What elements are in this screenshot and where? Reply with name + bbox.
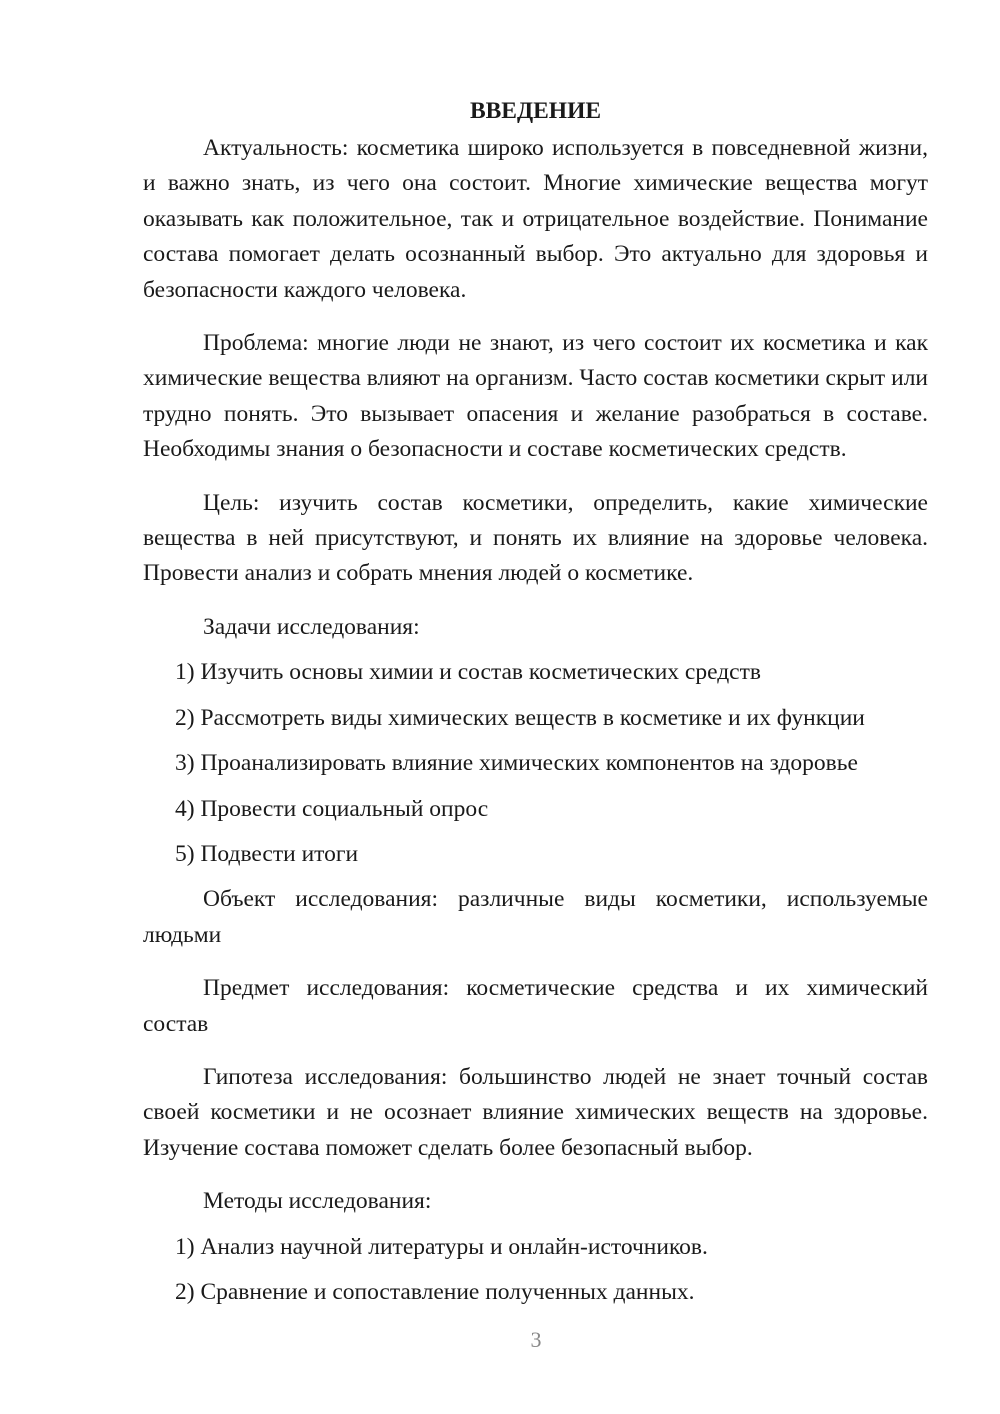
hypothesis-paragraph: Гипотеза исследования: большинство людей не знает точный состав своей косметики и не осознает влияние химических веществ на здоровье. Изучение состава поможет сделать более безопасный выбор. <box>143 1063 928 1161</box>
list-item: 5) Подвести итоги <box>175 840 359 867</box>
list-item: 1) Анализ научной литературы и онлайн-источников. <box>175 1233 708 1260</box>
subject-paragraph: Предмет исследования: косметические средства и их химический состав <box>143 975 928 1037</box>
list-item: 4) Провести социальный опрос <box>175 795 489 822</box>
methods-list <box>143 1230 928 1311</box>
document-page <box>143 94 928 1320</box>
list-item: 3) Проанализировать влияние химических компонентов на здоровье <box>175 750 858 777</box>
list-item: 2) Сравнение и сопоставление полученных данных. <box>175 1278 695 1305</box>
object-paragraph: Объект исследования: различные виды косметики, используемые людьми <box>143 886 928 948</box>
document-title: ВВЕДЕНИЕ <box>469 98 602 124</box>
list-item: 1) Изучить основы химии и состав косметических средств <box>175 659 761 686</box>
goal-paragraph: Цель: изучить состав косметики, определить, какие химические вещества в ней присутствуют, и понять их влияние на здоровье человека. Провести анализ и собрать мнения людей о косметике. <box>143 489 928 587</box>
tasks-heading: Задачи исследования: <box>203 613 420 640</box>
relevance-paragraph: Актуальность: косметика широко используется в повседневной жизни, и важно знать, из чего она состоит. Многие химические вещества могут оказывать как положительное, так и отрицательное воздействие. Понимание состава помогает делать осознанный выбор. Это актуально для здоровья и безопасности каждого человека. <box>143 135 928 303</box>
methods-heading: Методы исследования: <box>203 1188 432 1215</box>
page-number: 3 <box>530 1327 542 1352</box>
tasks-list <box>143 655 928 872</box>
problem-paragraph: Проблема: многие люди не знают, из чего состоит их косметика и как химические вещества влияют на организм. Часто состав косметики скрыт или трудно понять. Это вызывает опасения и желание разобраться в составе. Необходимы знания о безопасности и составе косметических средств. <box>143 330 928 463</box>
list-item: 2) Рассмотреть виды химических веществ в косметике и их функции <box>175 704 865 731</box>
